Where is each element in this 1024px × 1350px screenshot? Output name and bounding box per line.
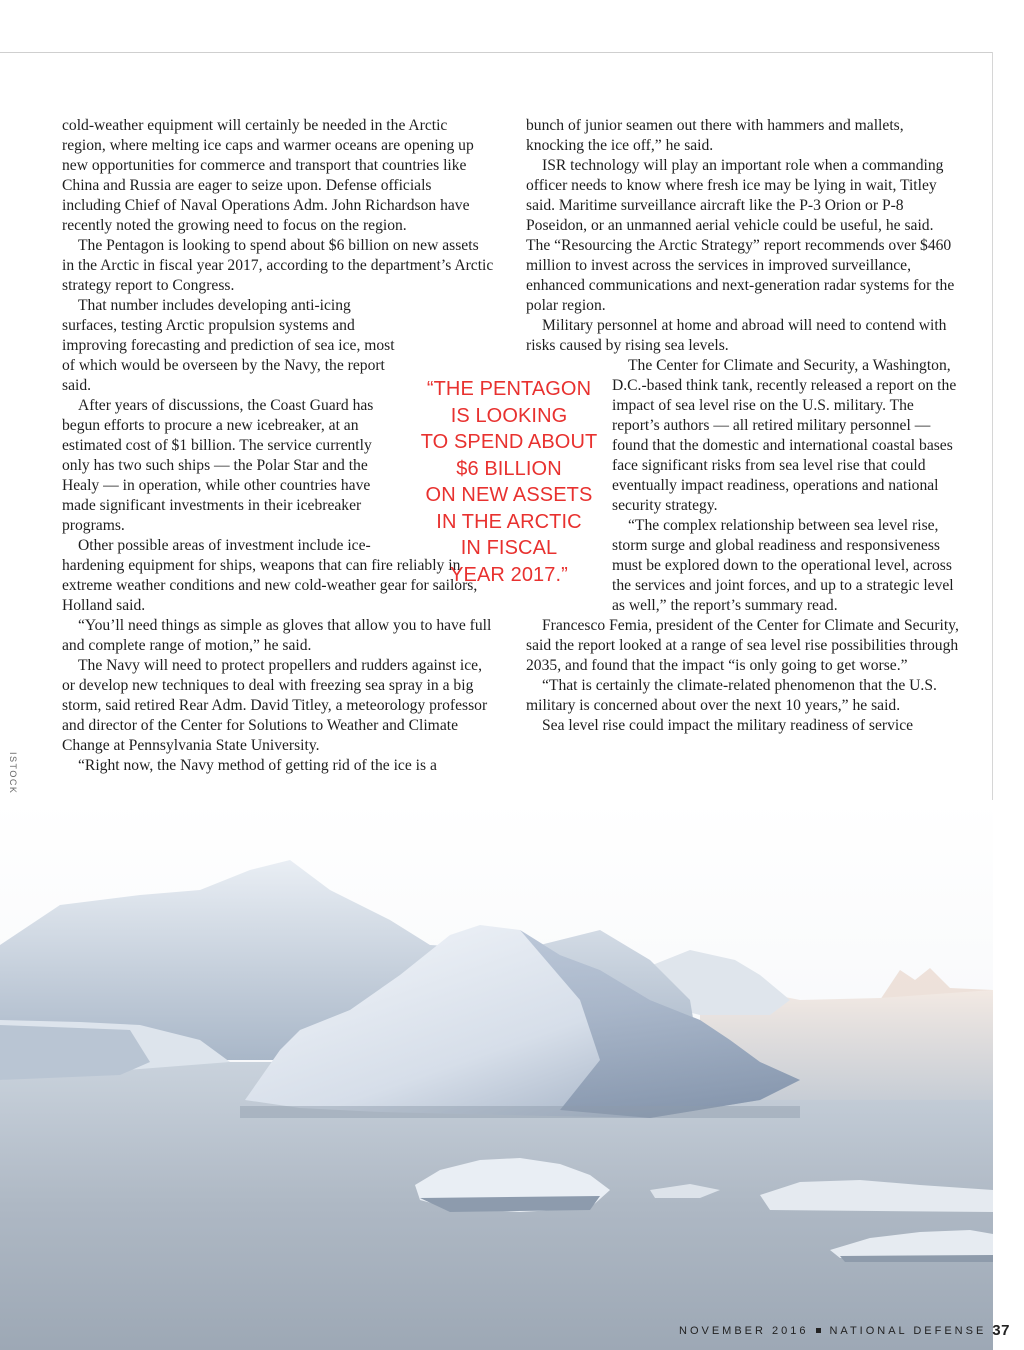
paragraph: After years of discussions, the Coast Guard has begun efforts to procure a new icebreaker, at an estimated cost of $1 billion. The service currently only has two such ships — the Polar Star and the Healy — in operation, while other countries have made significant investments in their icebreaker programs.	[62, 397, 374, 534]
pull-quote-line: “THE PENTAGON	[426, 378, 592, 400]
paragraph: The Navy will need to protect propellers and rudders against ice, or develop new techniques to deal with freezing sea spray in a big storm, said retired Rear Adm. David Titley, a meteorology professor and director of the Center for Solutions to Weather and Climate Change at Pennsylvania State University.	[62, 657, 488, 754]
photo-credit: ISTOCK	[8, 752, 18, 795]
pull-quote-line: ON NEW ASSETS	[425, 484, 593, 506]
footer-issue-date: NOVEMBER 2016	[679, 1324, 809, 1337]
pull-quote-line: IS LOOKING	[450, 404, 568, 427]
pull-quote-line: IN THE ARCTIC	[436, 510, 582, 533]
paragraph: “That is certainly the climate-related phenomenon that the U.S. military is concerned about over the next 10 years,” he said.	[526, 677, 937, 714]
iceberg-photo	[0, 800, 993, 1350]
paragraph: Military personnel at home and abroad will need to contend with risks caused by rising sea levels.	[526, 317, 947, 354]
paragraph: “Right now, the Navy method of getting rid of the ice is a	[78, 757, 437, 774]
pull-quote	[420, 376, 598, 588]
paragraph: “You’ll need things as simple as gloves that allow you to have full and complete range of motion,” he said.	[62, 617, 492, 654]
paragraph: Other possible areas of investment include ice-hardening equipment for ships, weapons that can fire reliably in extreme weather conditions and new cold-weather gear for sailors, Holland said.	[62, 537, 478, 614]
paragraph: Francesco Femia, president of the Center for Climate and Security, said the report looked at a range of sea level rise possibilities through 2035, and found that the impact “is only going to get worse.”	[526, 617, 959, 674]
pull-quote-line: $6 BILLION	[456, 457, 562, 480]
paragraph: cold-weather equipment will certainly be needed in the Arctic region, where melting ice caps and warmer oceans are opening up new opportunities for commerce and transport that countries like China and Russia are eager to seize upon. Defense officials including Chief of Naval Operations Adm. John Richardson have recently noted the growing need to focus on the region.	[62, 117, 474, 234]
paragraph: That number includes developing anti-icing surfaces, testing Arctic propulsion systems and improving forecasting and prediction of sea ice, most of which would be overseen by the Navy, the report said.	[62, 297, 395, 394]
paragraph: “The complex relationship between sea level rise, storm surge and global readiness and responsiveness must be explored down to the operational level, across the services and joint forces, and up to a strategic level as well,” the report’s summary read.	[612, 517, 954, 614]
pull-quote-line: TO SPEND ABOUT	[420, 431, 598, 453]
paragraph: Sea level rise could impact the military readiness of service	[542, 717, 914, 734]
page-number: 37	[992, 1322, 1010, 1339]
paragraph: bunch of junior seamen out there with hammers and mallets, knocking the ice off,” he said.	[526, 117, 904, 154]
pull-quote-line: YEAR 2017.”	[450, 563, 568, 586]
paragraph: The Center for Climate and Security, a Washington, D.C.-based think tank, recently released a report on the impact of sea level rise on the U.S. military. The report’s authors — all retired military personnel — found that the domestic and international coastal bases face significant risks from sea level rise that could eventually impact readiness, operations and national security strategy.	[612, 357, 957, 514]
paragraph: ISR technology will play an important role when a commanding officer needs to know where fresh ice may be lying in wait, Titley said. Maritime surveillance aircraft like the P-3 Orion or P-8 Poseidon, or an unmanned aerial vehicle could be useful, he said. The “Resourcing the Arctic Strategy” report recommends over $460 million to invest across the services in improved surveillance, enhanced communications and next-generation radar systems for the polar region.	[526, 157, 955, 314]
footer-publication: NATIONAL DEFENSE	[829, 1324, 987, 1337]
top-rule	[0, 52, 993, 53]
pull-quote-line: IN FISCAL	[460, 537, 558, 559]
page-footer	[679, 1322, 1010, 1339]
paragraph: The Pentagon is looking to spend about $6 billion on new assets in the Arctic in fiscal year 2017, according to the department’s Arctic strategy report to Congress.	[62, 237, 494, 294]
separator-dot-icon	[816, 1328, 821, 1333]
